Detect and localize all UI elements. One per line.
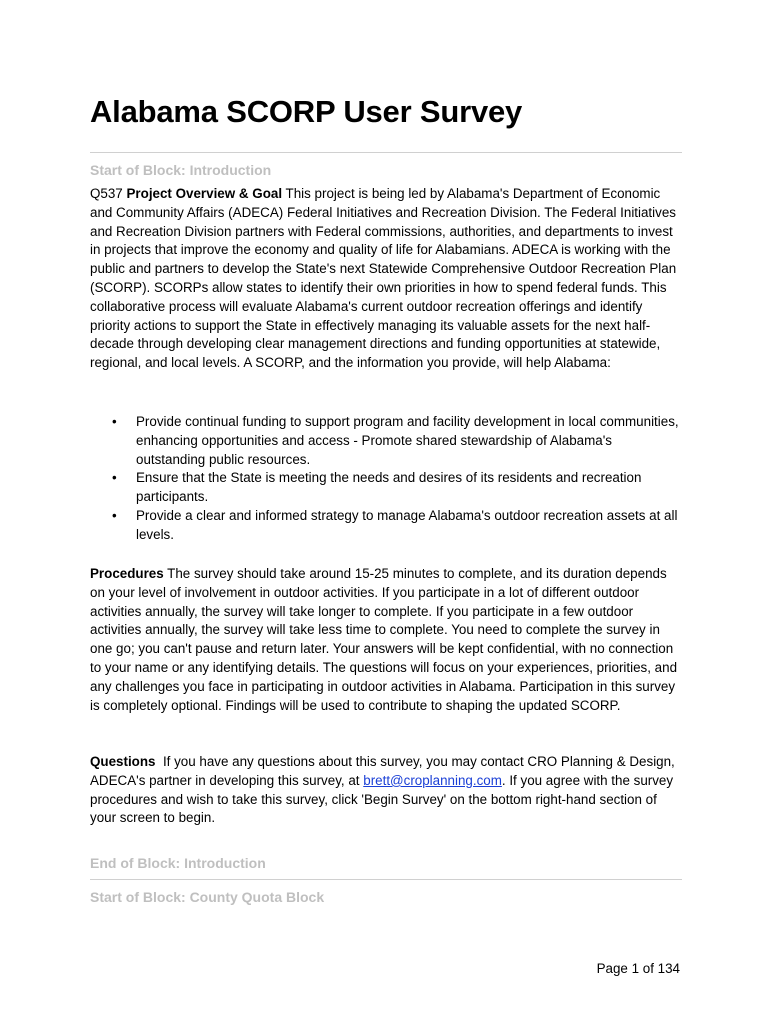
goals-list: [90, 413, 682, 545]
block-start-county-quota: Start of Block: County Quota Block: [90, 889, 325, 905]
procedures-heading: Procedures: [90, 566, 164, 581]
overview-heading: Project Overview & Goal: [126, 186, 283, 201]
question-id: Q537: [90, 186, 123, 201]
overview-text: This project is being led by Alabama's Department of Economic and Community Affairs (ADECA) Federal Initiatives and Recreation Division. The Federal Initiatives and Recreation Division partners with Federal commissions, authorities, and departments to invest in projects that improve the economy and quality of life for Alabamians. ADECA is working with the public and partners to develop the State's next Statewide Comprehensive Outdoor Recreation Plan (SCORP). SCORPs allow states to identify their own priorities in how to spend federal funds. This collaborative process will evaluate Alabama's current outdoor recreation offerings and identify priority actions to support the State in effectively managing its valuable assets for the next half-decade through developing clear management directions and funding opportunities at statewide, regional, and local levels. A SCORP, and the information you provide, will help Alabama:: [90, 186, 677, 371]
block-start-introduction: Start of Block: Introduction: [90, 162, 272, 178]
divider-top: [90, 152, 682, 153]
page-number: Page 1 of 134: [596, 961, 680, 976]
questions-heading: Questions: [90, 754, 156, 769]
list-item: • Provide a clear and informed strategy to manage Alabama's outdoor recreation assets at all levels.: [112, 507, 678, 542]
contact-email-link[interactable]: brett@croplanning.com: [363, 772, 502, 788]
bullet-dot: •: [112, 414, 117, 429]
questions-text: If you have any questions about this survey, you may contact CRO Planning & Design, ADECA's partner in developing this survey, at: [90, 754, 675, 788]
divider-bottom: [90, 879, 682, 880]
page-title: Alabama SCORP User Survey: [90, 94, 523, 129]
procedures-text: The survey should take around 15-25 minutes to complete, and its duration depends on your level of involvement in outdoor activities. If you participate in a lot of different outdoor activities annually, the survey will take longer to complete. If you participate in a few outdoor activities annually, the survey will take less time to complete. You need to complete the survey in one go; you can't pause and return later. Your answers will be kept confidential, with no connection to your name or any identifying details. The questions will focus on your experiences, priorities, and any challenges you face in participating in outdoor activities in Alabama. Participation in this survey is completely optional. Findings will be used to contribute to shaping the updated SCORP.: [90, 566, 678, 713]
procedures-paragraph: [90, 565, 682, 715]
project-overview-paragraph: [90, 185, 682, 373]
bullet-dot: •: [112, 507, 117, 523]
questions-text-end: . If you agree with the survey procedures and wish to take this survey, click 'Begin Survey' on the bottom right-hand section of your screen to begin.: [90, 772, 674, 826]
list-item: • Provide continual funding to support program and facility development in local communities, enhancing opportunities and access - Promote shared stewardship of Alabama's outstanding public resources.: [112, 414, 679, 467]
list-item: • Ensure that the State is meeting the needs and desires of its residents and recreation participants.: [112, 470, 642, 505]
bullet-dot: •: [112, 470, 117, 486]
block-end-introduction: End of Block: Introduction: [90, 855, 266, 871]
questions-paragraph: [90, 753, 682, 828]
